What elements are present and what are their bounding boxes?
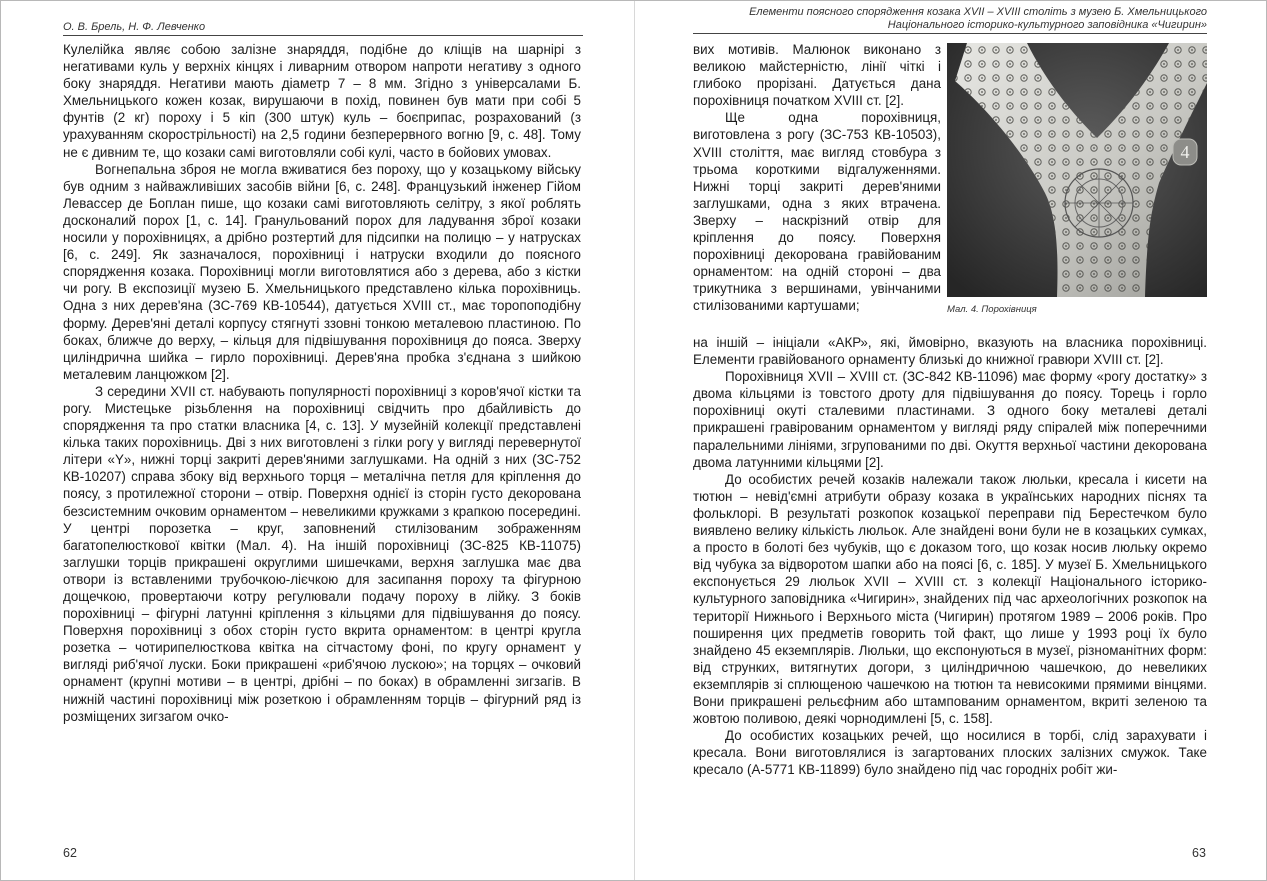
powder-horn-image	[947, 43, 1207, 297]
left-running-header: О. В. Брель, Н. Ф. Левченко	[63, 21, 583, 36]
paragraph: До особистих речей козаків належали також люльки, кресала і кисети на тютюн – невід'ємні атрибути образу козака в українських народних піснях та фольклорі. В результаті розкопок козацької переправи під Берестечком було виявлено велику кількість люльок. Але знайдені вони були не в козацьких сумках, а просто в болоті без чубуків, що є доказом того, що козак носив люльку окремо від чубука за відворотом шапки або на поясі [6, с. 185]. У музеї Б. Хмельницького експонується 29 люльок XVII – XVIII ст. з колекції Національного історико-культурного заповідника «Чигирин», знайдених під час археологічних розкопок на території Нижнього і Верхнього міста (Чигирин) протягом 1989 – 2006 років. Про поширення цих предметів говорить той факт, що лише у 1993 році їх було знайдено 45 екземплярів. Люльки, що експонуються в музеї, різноманітних форм: від струнких, витягнутих догори, з циліндричною чашечкою, до невеликих екземплярів зі сплющеною чашечкою на тютюн та невисокими прямими вінцями. Вони прикрашені рельєфним або штампованим орнаментом, вкриті зеленою та жовтою поливою, деякі чорнодимлені [5, с. 158].	[693, 471, 1207, 727]
right-column-text	[693, 41, 941, 315]
figure-caption: Мал. 4. Порохівниця	[947, 304, 1037, 315]
paragraph: Ще одна порохівниця, виготовлена з рогу (ЗС-753 КВ-10503), XVIII століття, має вигляд стовбура з трьома короткими відгалуженнями. Нижні торці закриті дерев'яними заглушками, одна з яких втрачена. Зверху – наскрізний отвір для кріплення до поясу. Поверхня порохівниці декорована гравійованим орнаментом: на одній стороні – два трикутника з вершинами, увінчаними стилізованими картушами;	[693, 110, 941, 314]
paragraph: на іншій – ініціали «АКР», які, ймовірно, вказують на власника порохівниці. Елементи гравійованого орнаменту близькі до книжної гравюри XVIII ст. [2].	[693, 335, 1207, 368]
figure-tag-text: 4	[1180, 142, 1190, 162]
left-page-number: 62	[63, 846, 77, 860]
right-page-number: 63	[1192, 846, 1206, 860]
right-page-body	[693, 334, 1207, 778]
header-line: Елементи поясного спорядження козака XVII – XVIII століть з музею Б. Хмельницького	[749, 6, 1207, 18]
paragraph: вих мотивів. Малюнок виконано з великою майстерністю, лінії чіткі і глибоко прорізані. Датується дана порохівниця початком XVIII ст. [2].	[693, 42, 941, 109]
right-page	[635, 1, 1266, 880]
paragraph: До особистих козацьких речей, що носилися в торбі, слід зарахувати і кресала. Вони виготовлялися із загартованих плоских залізних смужок. Таке кресало (А-5771 КВ-11899) було знайдено під час городніх робіт жи-	[693, 728, 1207, 778]
right-running-header	[693, 6, 1207, 34]
header-line: Національного історико-культурного заповідника «Чигирин»	[887, 19, 1207, 31]
paragraph: Порохівниця XVII – XVIII ст. (ЗС-842 КВ-11096) має форму «рогу достатку» з двома кільцями із товстого дроту для підвішування до поясу. Торець і горло порохівниці окуті сталевими пластинами. З одного боку металеві деталі прикрашені гравірованим орнаментом у вигляді ряду спіралей між поперечними паралельними лініями, згрупованими по дві. Окуття верхньої частини декорована двома латунними кільцями [2].	[693, 369, 1207, 470]
paragraph: Вогнепальна зброя не могла вживатися без пороху, що у козацькому війську був одним з найважливіших засобів війни [6, с. 248]. Французький інженер Гійом Левассер де Боплан пише, що козаки самі виготовляють селітру, з якої роблять досконалий порох [1, с. 14]. Гранульований порох для ладування зброї козаки носили у порохівницях, а дрібно розтертий для підсипки на полицю – у натрусках [6, с. 249]. Як зазначалося, порохівниці і натруски входили до поясного спорядження козака. Порохівниці могли виготовлятися або з дерева, або з кістки чи рогу. В експозиції музею Б. Хмельницького представлено кілька порохівниць. Одна з них дерев'яна (ЗС-769 КВ-10544), датується XVIII ст., має торопоподібну форму. Дерев'яні деталі корпусу стягнуті ззовні тонкою металевою пластиною. По боках, ближче до верху, – кільця для підвішування порохівниця до пояса. Зверху циліндрична шийка – гирло порохівниці. Дерев'яна пробка з'єднана з шийкою металевим ланцюжком [2].	[63, 161, 581, 382]
paragraph: З середини XVII ст. набувають популярності порохівниці з коров'ячої кістки та рогу. Мистецьке різьблення на порохівниці свідчить про дбайливість до спорядження та про статки власника [4, с. 13]. У музейній колекції представлені кілька таких порохівниць. Дві з них виготовлені з гілки рогу у вигляді перевернутої літери «Y», нижні торці закриті дерев'яними заглушками. На одній з них (ЗС-752 КВ-10207) справа збоку від верхнього торця – металічна петля для кріплення до поясу, з протилежної сторони – отвір. Поверхня однієї із сторін густо декорована безсистемним очковим орнаментом – невеликими кружками з крапкою посередині. У центрі порозетка – круг, заповнений стилізованим зображенням багатопелюсткової квітки (Мал. 4). На іншій порохівниці (ЗС-825 КВ-11075) заглушки торців прикрашені округлими шишечками, верхня заглушка має два отвори із вставленими трубочкою-лієчкою для засипання пороху та фігурною дощечкою, провертаючи котру регулювали подачу пороху в лійку. З боків порохівниці – фігурні латунні кріплення з кільцями для підвішування до поясу. Поверхня порохівниці з обох сторін густо вкрита орнаментом: в центрі кругла розетка – чотирипелюсткова квітка на сітчастому фоні, по кругу орнамент у вигляді риб'ячої луски. Боки прикрашені «риб'ячою лускою»; на торцях – очковий орнамент (крупні мотиви – в центрі, дрібні – по боках) в обрамленні зигзагів. В нижній частині порохівниці між розеткою і обрамленням торців – фігурний ряд із розміщених зигзагом очко-	[63, 383, 581, 724]
paragraph: Кулелійка являє собою залізне знаряддя, подібне до кліщів на шарнірі з негативами куль у верхніх кінцях і ливарним отвором напроти негативу з одного боку знаряддя. Негативи мають діаметр 7 – 8 мм. Згідно з універсалами Б. Хмельницького кожен козак, вирушаючи в похід, повинен був мати при собі 5 фунтів (2 кг) пороху і 5 кіп (300 штук) куль – боєприпас, розрахований (з урахуванням скорострільності) на 2,5 години безперервного вогню [9, с. 48]. Тому не є дивним те, що козаки самі виготовляли собі кулі, часто в бойових умовах.	[63, 42, 581, 160]
powder-horn-photo	[947, 43, 1207, 297]
left-page	[1, 1, 634, 880]
left-page-body	[63, 41, 581, 725]
